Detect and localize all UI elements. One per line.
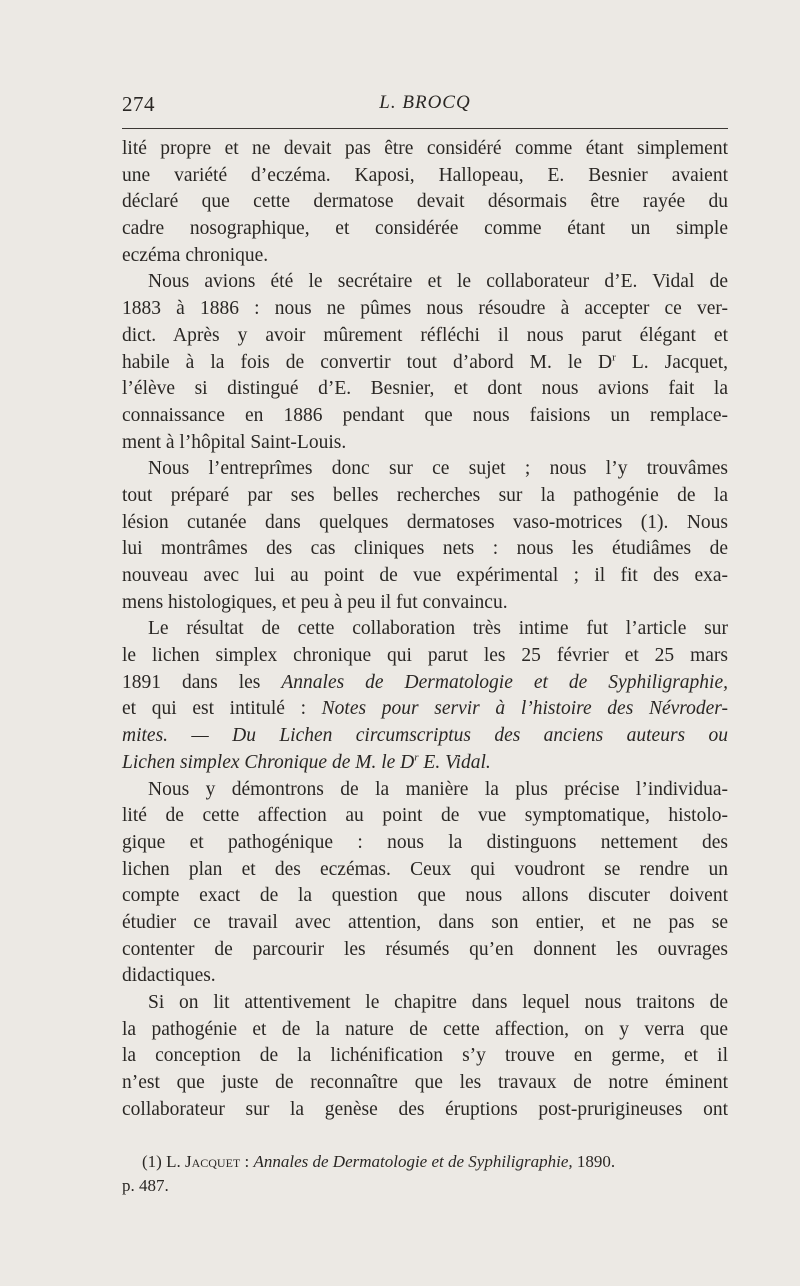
text-line: eczéma chronique. <box>122 244 269 266</box>
text-line: lichen plan et des eczémas. Ceux qui voudront se rendre un <box>122 858 728 880</box>
text-line: étudier ce travail avec attention, dans son entier, et ne pas se <box>122 911 728 933</box>
text-line: Nous l’entreprîmes donc sur ce sujet ; nous l’y trouvâmes <box>148 458 728 480</box>
text-line: compte exact de la question que nous allons discuter doivent <box>122 885 728 907</box>
text-line: la conception de la lichénification s’y trouve en germe, et il <box>122 1045 728 1067</box>
page-number: 274 <box>122 92 155 116</box>
superscript: r <box>612 351 616 363</box>
running-head: L. BROCQ <box>379 92 471 113</box>
text-span: E. Vidal. <box>418 751 491 773</box>
text-line: lité de cette affection au point de vue symptomatique, histolo- <box>122 805 728 827</box>
text-line: déclaré que cette dermatose devait désormais être rayée du <box>122 191 728 213</box>
footnote-line <box>122 1150 728 1174</box>
text-line: Le résultat de cette collaboration très intime fut l’article sur <box>148 618 728 640</box>
header-rule <box>122 128 728 129</box>
article-title-line: mites. — Du Lichen circumscriptus des anciens auteurs ou <box>122 725 728 747</box>
footnote-author: L. Jacquet <box>166 1152 241 1171</box>
text-line: Nous avions été le secrétaire et le collaborateur d’E. Vidal de <box>148 271 728 293</box>
text-line: Nous y démontrons de la manière la plus précise l’individua- <box>148 778 728 800</box>
text-line: collaborateur sur la genèse des éruptions post-prurigineuses ont <box>122 1098 728 1120</box>
text-line: ment à l’hôpital Saint-Louis. <box>122 431 347 453</box>
text-line: tout préparé par ses belles recherches sur la pathogénie de la <box>122 484 728 506</box>
text-line: lésion cutanée dans quelques dermatoses vaso-motrices (1). Nous <box>122 511 728 533</box>
text-line: 1883 à 1886 : nous ne pûmes nous résoudre à accepter ce ver- <box>122 298 728 320</box>
text-line <box>122 696 728 723</box>
text-line <box>122 670 728 697</box>
article-title-line <box>122 750 728 777</box>
text-line: dict. Après y avoir mûrement réfléchi il nous parut élégant et <box>122 324 728 346</box>
text-line: le lichen simplex chronique qui parut les 25 février et 25 mars <box>122 645 728 667</box>
footnote-journal: Annales de Dermatologie et de Syphiligraphie, <box>253 1152 573 1171</box>
text-line: mens histologiques, et peu à peu il fut convaincu. <box>122 591 508 613</box>
text-span: 1891 dans les <box>122 671 282 693</box>
page-header <box>122 92 728 122</box>
text-line: cadre nosographique, et considérée comme étant un simple <box>122 218 728 240</box>
text-line: connaissance en 1886 pendant que nous faisions un remplace- <box>122 404 728 426</box>
text-line: nouveau avec lui au point de vue expérimental ; il fit des exa- <box>122 565 728 586</box>
text-line: la pathogénie et de la nature de cette affection, on y verra que <box>122 1018 728 1040</box>
footnote <box>122 1150 728 1198</box>
text-line: gique et pathogénique : nous la distinguons nettement des <box>122 831 728 853</box>
body-text <box>122 136 728 1123</box>
text-span: habile à la fois de convertir tout d’abord M. le D <box>122 351 613 373</box>
text-line: didactiques. <box>122 965 216 987</box>
text-line: lui montrâmes des cas cliniques nets : nous les étudiâmes de <box>122 538 728 560</box>
article-title: Notes pour servir à l’histoire des Névroder- <box>321 698 728 720</box>
text-line: n’est que juste de reconnaître que les travaux de notre éminent <box>122 1072 728 1094</box>
text-span: Lichen simplex Chronique de M. le D <box>122 751 415 773</box>
text-line: l’élève si distingué d’E. Besnier, et dont nous avions fait la <box>122 378 728 400</box>
journal-title: Annales de Dermatologie et de Syphiligraphie, <box>281 671 728 693</box>
footnote-year: 1890. <box>572 1152 616 1171</box>
text-span: et qui est intitulé : <box>122 698 322 720</box>
text-span: L. Jacquet, <box>615 351 728 373</box>
footnote-line: p. 487. <box>122 1176 169 1195</box>
text-span: : <box>240 1152 254 1171</box>
text-line: contenter de parcourir les résumés qu’en donnent les ouvrages <box>122 938 728 960</box>
text-line: lité propre et ne devait pas être considéré comme étant simplement <box>122 138 728 159</box>
footnote-marker: (1) <box>142 1152 167 1171</box>
text-line <box>122 350 728 377</box>
text-line: Si on lit attentivement le chapitre dans lequel nous traitons de <box>148 992 728 1013</box>
text-line: une variété d’eczéma. Kaposi, Hallopeau, E. Besnier avaient <box>122 164 728 186</box>
superscript: r <box>414 751 419 764</box>
